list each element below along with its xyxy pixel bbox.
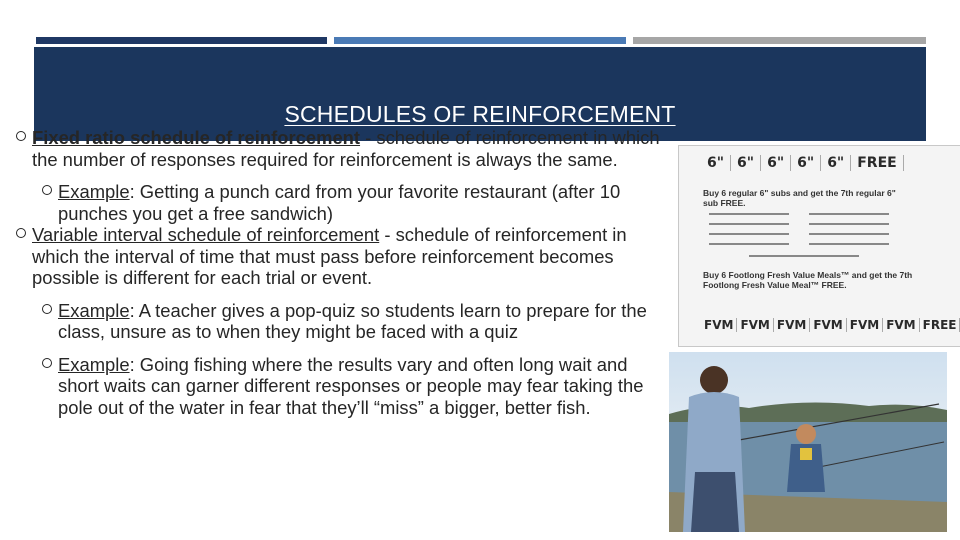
example-text: : Getting a punch card from your favorite restaurant (after 10 punches you get a free sandwich)	[58, 181, 621, 224]
definition-fixed-ratio: - schedule of reinforcement in which the number of responses required for reinforcement is always the same.	[32, 127, 660, 170]
circle-bullet-icon	[16, 131, 26, 141]
top-accent-bar-dark	[36, 37, 327, 44]
circle-bullet-icon	[16, 228, 26, 238]
bullet-list	[14, 127, 664, 418]
top-accent-bar-blue	[334, 37, 626, 44]
punch-card-row-meals: FVM FVM FVM FVM FVM FVM FREE	[701, 312, 899, 338]
example-label: Example	[58, 299, 130, 321]
fishing-scene-illustration	[669, 352, 947, 532]
circle-bullet-icon	[42, 185, 52, 195]
punch-card-offer-subs: Buy 6 regular 6" subs and get the 7th regular 6" sub FREE.	[703, 188, 896, 208]
example-text: : A teacher gives a pop-quiz so students learn to prepare for the class, unsure as to when they might be faced with a quiz	[58, 299, 647, 342]
top-accent-bar-gray	[633, 37, 926, 44]
example-text: : Going fishing where the results vary and often long wait and short waits can garner different responses or people may fear taking the pole out of the water in fear that they’ll “miss” a bigger, better fish.	[58, 353, 644, 418]
bullet-example-pop-quiz	[40, 300, 664, 343]
punch-card-offer-meals: Buy 6 Footlong Fresh Value Meals™ and get the 7th Footlong Fresh Value Meal™ FREE.	[703, 270, 913, 290]
bullet-fixed-ratio	[14, 127, 664, 170]
definition-variable-interval: - schedule of reinforcement in which the interval of time that must pass before reinforcement becomes possible is different for each trial or event.	[32, 224, 627, 288]
slide-title: SCHEDULES OF REINFORCEMENT	[284, 101, 676, 127]
term-fixed-ratio: Fixed ratio schedule of reinforcement	[32, 127, 361, 148]
fishing-photo	[669, 352, 947, 532]
bullet-example-punch-card	[40, 181, 664, 224]
example-label: Example	[58, 181, 130, 202]
punch-card-row-subs: 6" 6" 6" 6" 6" FREE	[701, 150, 899, 176]
bullet-example-fishing	[40, 354, 664, 419]
circle-bullet-icon	[42, 358, 52, 368]
example-label: Example	[58, 353, 130, 375]
fine-print-lines	[699, 208, 899, 270]
bullet-variable-interval	[14, 224, 664, 289]
circle-bullet-icon	[42, 304, 52, 314]
term-variable-interval: Variable interval schedule of reinforcement	[32, 224, 380, 245]
punch-card-image	[678, 145, 960, 347]
